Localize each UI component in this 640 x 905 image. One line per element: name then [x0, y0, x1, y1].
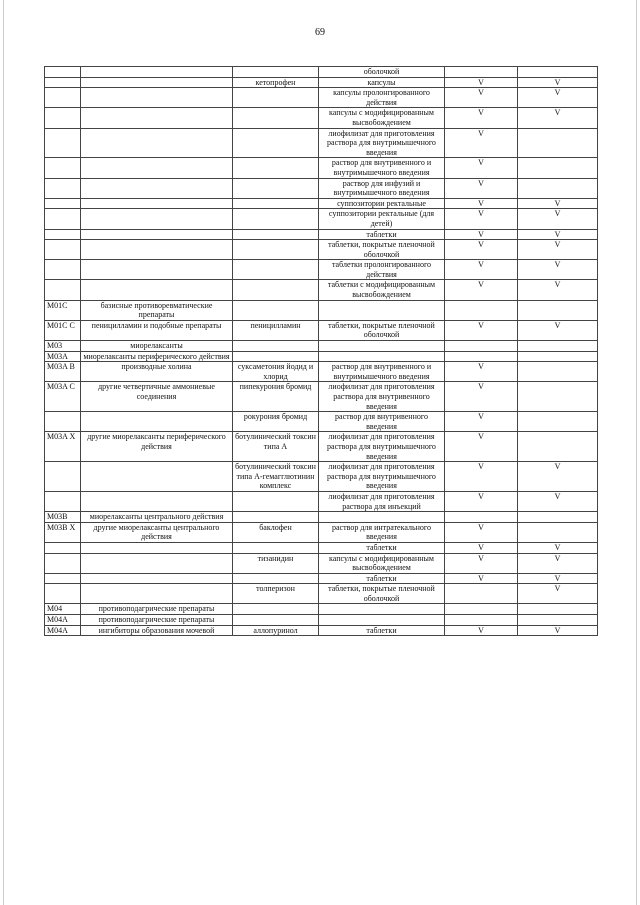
atc-code-cell: [45, 108, 81, 128]
group-cell: противоподагрические препараты: [81, 615, 233, 626]
table-row: [45, 178, 598, 198]
group-cell: пеницилламин и подобные препараты: [81, 320, 233, 340]
group-cell: [81, 88, 233, 108]
atc-code-cell: [45, 491, 81, 511]
mark-col2-cell: [518, 522, 598, 542]
dosage-form-cell: таблетки пролонгированного действия: [319, 260, 445, 280]
mark-col1-cell: [445, 341, 518, 352]
group-cell: [81, 260, 233, 280]
mark-col2-cell: [518, 158, 598, 178]
atc-code-cell: [45, 128, 81, 158]
atc-code-cell: [45, 77, 81, 88]
atc-code-cell: [45, 573, 81, 584]
inn-cell: [233, 573, 319, 584]
inn-cell: суксаметония йодид и хлорид: [233, 362, 319, 382]
group-cell: миорелаксанты периферического действия: [81, 351, 233, 362]
table-row: [45, 462, 598, 492]
table-row: [45, 584, 598, 604]
mark-col1-cell: [445, 67, 518, 78]
inn-cell: пеницилламин: [233, 320, 319, 340]
group-cell: другие миорелаксанты периферического действия: [81, 432, 233, 462]
dosage-form-cell: лиофилизат для приготовления раствора для инъекций: [319, 491, 445, 511]
mark-col2-cell: V: [518, 542, 598, 553]
mark-col1-cell: V: [445, 553, 518, 573]
atc-code-cell: [45, 280, 81, 300]
group-cell: [81, 158, 233, 178]
atc-code-cell: M04A: [45, 615, 81, 626]
atc-code-cell: [45, 584, 81, 604]
mark-col2-cell: [518, 67, 598, 78]
inn-cell: [233, 198, 319, 209]
group-cell: [81, 584, 233, 604]
inn-cell: [233, 615, 319, 626]
atc-code-cell: M03A В: [45, 362, 81, 382]
group-cell: миорелаксанты: [81, 341, 233, 352]
mark-col2-cell: V: [518, 108, 598, 128]
atc-code-cell: M04A: [45, 625, 81, 636]
atc-code-cell: [45, 260, 81, 280]
atc-code-cell: [45, 178, 81, 198]
inn-cell: [233, 88, 319, 108]
dosage-form-cell: таблетки: [319, 625, 445, 636]
atc-code-cell: [45, 542, 81, 553]
atc-code-cell: M01C С: [45, 320, 81, 340]
dosage-form-cell: суппозитории ректальные: [319, 198, 445, 209]
table-row: [45, 542, 598, 553]
group-cell: производные холина: [81, 362, 233, 382]
dosage-form-cell: капсулы с модифицированным высвобождением: [319, 108, 445, 128]
inn-cell: [233, 67, 319, 78]
group-cell: [81, 412, 233, 432]
group-cell: [81, 553, 233, 573]
inn-cell: [233, 158, 319, 178]
mark-col2-cell: [518, 604, 598, 615]
mark-col1-cell: [445, 615, 518, 626]
atc-code-cell: M04: [45, 604, 81, 615]
mark-col2-cell: V: [518, 209, 598, 229]
table-row: [45, 432, 598, 462]
dosage-form-cell: лиофилизат для приготовления раствора для внутримышечного введения: [319, 432, 445, 462]
atc-code-cell: [45, 67, 81, 78]
inn-cell: [233, 240, 319, 260]
mark-col1-cell: V: [445, 573, 518, 584]
inn-cell: [233, 108, 319, 128]
inn-cell: [233, 512, 319, 523]
mark-col1-cell: V: [445, 260, 518, 280]
mark-col2-cell: V: [518, 553, 598, 573]
inn-cell: [233, 604, 319, 615]
table-row: [45, 412, 598, 432]
table-row: [45, 260, 598, 280]
mark-col2-cell: V: [518, 77, 598, 88]
mark-col1-cell: V: [445, 522, 518, 542]
dosage-form-cell: раствор для внутривенного введения: [319, 412, 445, 432]
table-row: [45, 615, 598, 626]
group-cell: другие миорелаксанты центрального действия: [81, 522, 233, 542]
atc-code-cell: [45, 462, 81, 492]
inn-cell: тизанидин: [233, 553, 319, 573]
mark-col1-cell: V: [445, 209, 518, 229]
mark-col1-cell: [445, 512, 518, 523]
inn-cell: [233, 491, 319, 511]
mark-col2-cell: [518, 615, 598, 626]
table-row: [45, 553, 598, 573]
mark-col2-cell: V: [518, 229, 598, 240]
group-cell: [81, 240, 233, 260]
atc-code-cell: [45, 158, 81, 178]
atc-code-cell: M03B: [45, 512, 81, 523]
table-row: [45, 491, 598, 511]
dosage-form-cell: [319, 604, 445, 615]
dosage-form-cell: лиофилизат для приготовления раствора для внутримышечного введения: [319, 128, 445, 158]
group-cell: [81, 462, 233, 492]
dosage-form-cell: раствор для внутривенного и внутримышечного введения: [319, 158, 445, 178]
atc-code-cell: M03A X: [45, 432, 81, 462]
atc-code-cell: M01C: [45, 300, 81, 320]
atc-code-cell: [45, 553, 81, 573]
inn-cell: пипекурония бромид: [233, 382, 319, 412]
table-row: [45, 88, 598, 108]
group-cell: [81, 542, 233, 553]
inn-cell: толперизон: [233, 584, 319, 604]
table-row: [45, 341, 598, 352]
mark-col2-cell: V: [518, 88, 598, 108]
table-row: [45, 362, 598, 382]
group-cell: [81, 198, 233, 209]
mark-col1-cell: V: [445, 198, 518, 209]
group-cell: [81, 573, 233, 584]
mark-col2-cell: [518, 382, 598, 412]
table-row: [45, 128, 598, 158]
scan-edge-right: [636, 0, 637, 905]
inn-cell: [233, 178, 319, 198]
drug-table: [44, 66, 598, 636]
group-cell: [81, 280, 233, 300]
mark-col1-cell: V: [445, 382, 518, 412]
mark-col2-cell: [518, 512, 598, 523]
inn-cell: [233, 351, 319, 362]
dosage-form-cell: [319, 341, 445, 352]
mark-col2-cell: V: [518, 320, 598, 340]
atc-code-cell: [45, 240, 81, 260]
inn-cell: ботулинический токсин типа A: [233, 432, 319, 462]
dosage-form-cell: таблетки: [319, 229, 445, 240]
group-cell: базисные противоревматические препараты: [81, 300, 233, 320]
atc-code-cell: [45, 229, 81, 240]
mark-col1-cell: V: [445, 178, 518, 198]
mark-col2-cell: [518, 362, 598, 382]
table-row: [45, 67, 598, 78]
mark-col2-cell: [518, 351, 598, 362]
dosage-form-cell: капсулы пролонгированного действия: [319, 88, 445, 108]
dosage-form-cell: суппозитории ректальные (для детей): [319, 209, 445, 229]
mark-col1-cell: [445, 604, 518, 615]
group-cell: ингибиторы образования мочевой: [81, 625, 233, 636]
inn-cell: [233, 300, 319, 320]
dosage-form-cell: [319, 300, 445, 320]
mark-col1-cell: V: [445, 77, 518, 88]
inn-cell: аллопуринол: [233, 625, 319, 636]
inn-cell: рокурония бромид: [233, 412, 319, 432]
dosage-form-cell: таблетки, покрытые пленочной оболочкой: [319, 240, 445, 260]
dosage-form-cell: капсулы: [319, 77, 445, 88]
group-cell: [81, 178, 233, 198]
table-row: [45, 604, 598, 615]
table-row: [45, 625, 598, 636]
mark-col2-cell: V: [518, 584, 598, 604]
dosage-form-cell: таблетки, покрытые пленочной оболочкой: [319, 320, 445, 340]
dosage-form-cell: [319, 351, 445, 362]
mark-col2-cell: [518, 412, 598, 432]
mark-col2-cell: V: [518, 625, 598, 636]
table-row: [45, 198, 598, 209]
inn-cell: [233, 209, 319, 229]
table-row: [45, 158, 598, 178]
scan-edge-left: [3, 0, 4, 905]
table-row: [45, 320, 598, 340]
group-cell: [81, 491, 233, 511]
mark-col2-cell: V: [518, 491, 598, 511]
inn-cell: [233, 280, 319, 300]
mark-col1-cell: V: [445, 432, 518, 462]
table-row: [45, 351, 598, 362]
table-row: [45, 240, 598, 260]
atc-code-cell: M03B X: [45, 522, 81, 542]
table-row: [45, 77, 598, 88]
inn-cell: баклофен: [233, 522, 319, 542]
mark-col1-cell: V: [445, 128, 518, 158]
mark-col1-cell: V: [445, 108, 518, 128]
inn-cell: ботулинический токсин типа A-гемагглютинин комплекс: [233, 462, 319, 492]
mark-col2-cell: V: [518, 573, 598, 584]
inn-cell: [233, 128, 319, 158]
mark-col1-cell: V: [445, 462, 518, 492]
mark-col1-cell: V: [445, 542, 518, 553]
table-row: [45, 209, 598, 229]
dosage-form-cell: оболочкой: [319, 67, 445, 78]
mark-col2-cell: V: [518, 462, 598, 492]
dosage-form-cell: таблетки, покрытые пленочной оболочкой: [319, 584, 445, 604]
dosage-form-cell: таблетки: [319, 573, 445, 584]
group-cell: [81, 128, 233, 158]
inn-cell: [233, 229, 319, 240]
table-row: [45, 512, 598, 523]
dosage-form-cell: капсулы с модифицированным высвобождением: [319, 553, 445, 573]
group-cell: [81, 209, 233, 229]
mark-col2-cell: [518, 432, 598, 462]
dosage-form-cell: [319, 512, 445, 523]
mark-col1-cell: [445, 584, 518, 604]
mark-col2-cell: V: [518, 260, 598, 280]
dosage-form-cell: таблетки с модифицированным высвобождением: [319, 280, 445, 300]
group-cell: противоподагрические препараты: [81, 604, 233, 615]
table-row: [45, 522, 598, 542]
group-cell: миорелаксанты центрального действия: [81, 512, 233, 523]
mark-col2-cell: V: [518, 280, 598, 300]
mark-col2-cell: V: [518, 240, 598, 260]
atc-code-cell: [45, 198, 81, 209]
group-cell: другие четвертичные аммониевые соединения: [81, 382, 233, 412]
mark-col1-cell: V: [445, 158, 518, 178]
group-cell: [81, 229, 233, 240]
dosage-form-cell: раствор для внутривенного и внутримышечного введения: [319, 362, 445, 382]
group-cell: [81, 77, 233, 88]
atc-code-cell: M03A: [45, 351, 81, 362]
inn-cell: [233, 341, 319, 352]
atc-code-cell: M03A С: [45, 382, 81, 412]
mark-col2-cell: [518, 128, 598, 158]
atc-code-cell: [45, 209, 81, 229]
dosage-form-cell: лиофилизат для приготовления раствора для внутримышечного введения: [319, 462, 445, 492]
mark-col1-cell: V: [445, 240, 518, 260]
mark-col1-cell: V: [445, 88, 518, 108]
mark-col2-cell: [518, 341, 598, 352]
dosage-form-cell: [319, 615, 445, 626]
dosage-form-cell: раствор для инфузий и внутримышечного введения: [319, 178, 445, 198]
mark-col1-cell: V: [445, 491, 518, 511]
page-number: 69: [315, 27, 325, 38]
table-row: [45, 229, 598, 240]
table-row: [45, 300, 598, 320]
dosage-form-cell: лиофилизат для приготовления раствора для внутривенного введения: [319, 382, 445, 412]
table-row: [45, 108, 598, 128]
inn-cell: [233, 542, 319, 553]
table-row: [45, 573, 598, 584]
mark-col1-cell: V: [445, 412, 518, 432]
dosage-form-cell: таблетки: [319, 542, 445, 553]
mark-col1-cell: V: [445, 625, 518, 636]
atc-code-cell: M03: [45, 341, 81, 352]
mark-col2-cell: [518, 300, 598, 320]
mark-col2-cell: V: [518, 198, 598, 209]
table-row: [45, 280, 598, 300]
mark-col1-cell: [445, 351, 518, 362]
table-row: [45, 382, 598, 412]
mark-col1-cell: V: [445, 280, 518, 300]
inn-cell: [233, 260, 319, 280]
mark-col1-cell: V: [445, 229, 518, 240]
mark-col2-cell: [518, 178, 598, 198]
atc-code-cell: [45, 88, 81, 108]
mark-col1-cell: [445, 300, 518, 320]
table-body: [45, 67, 598, 636]
group-cell: [81, 108, 233, 128]
mark-col1-cell: V: [445, 362, 518, 382]
mark-col1-cell: V: [445, 320, 518, 340]
group-cell: [81, 67, 233, 78]
dosage-form-cell: раствор для интратекального введения: [319, 522, 445, 542]
atc-code-cell: [45, 412, 81, 432]
inn-cell: кетопрофен: [233, 77, 319, 88]
